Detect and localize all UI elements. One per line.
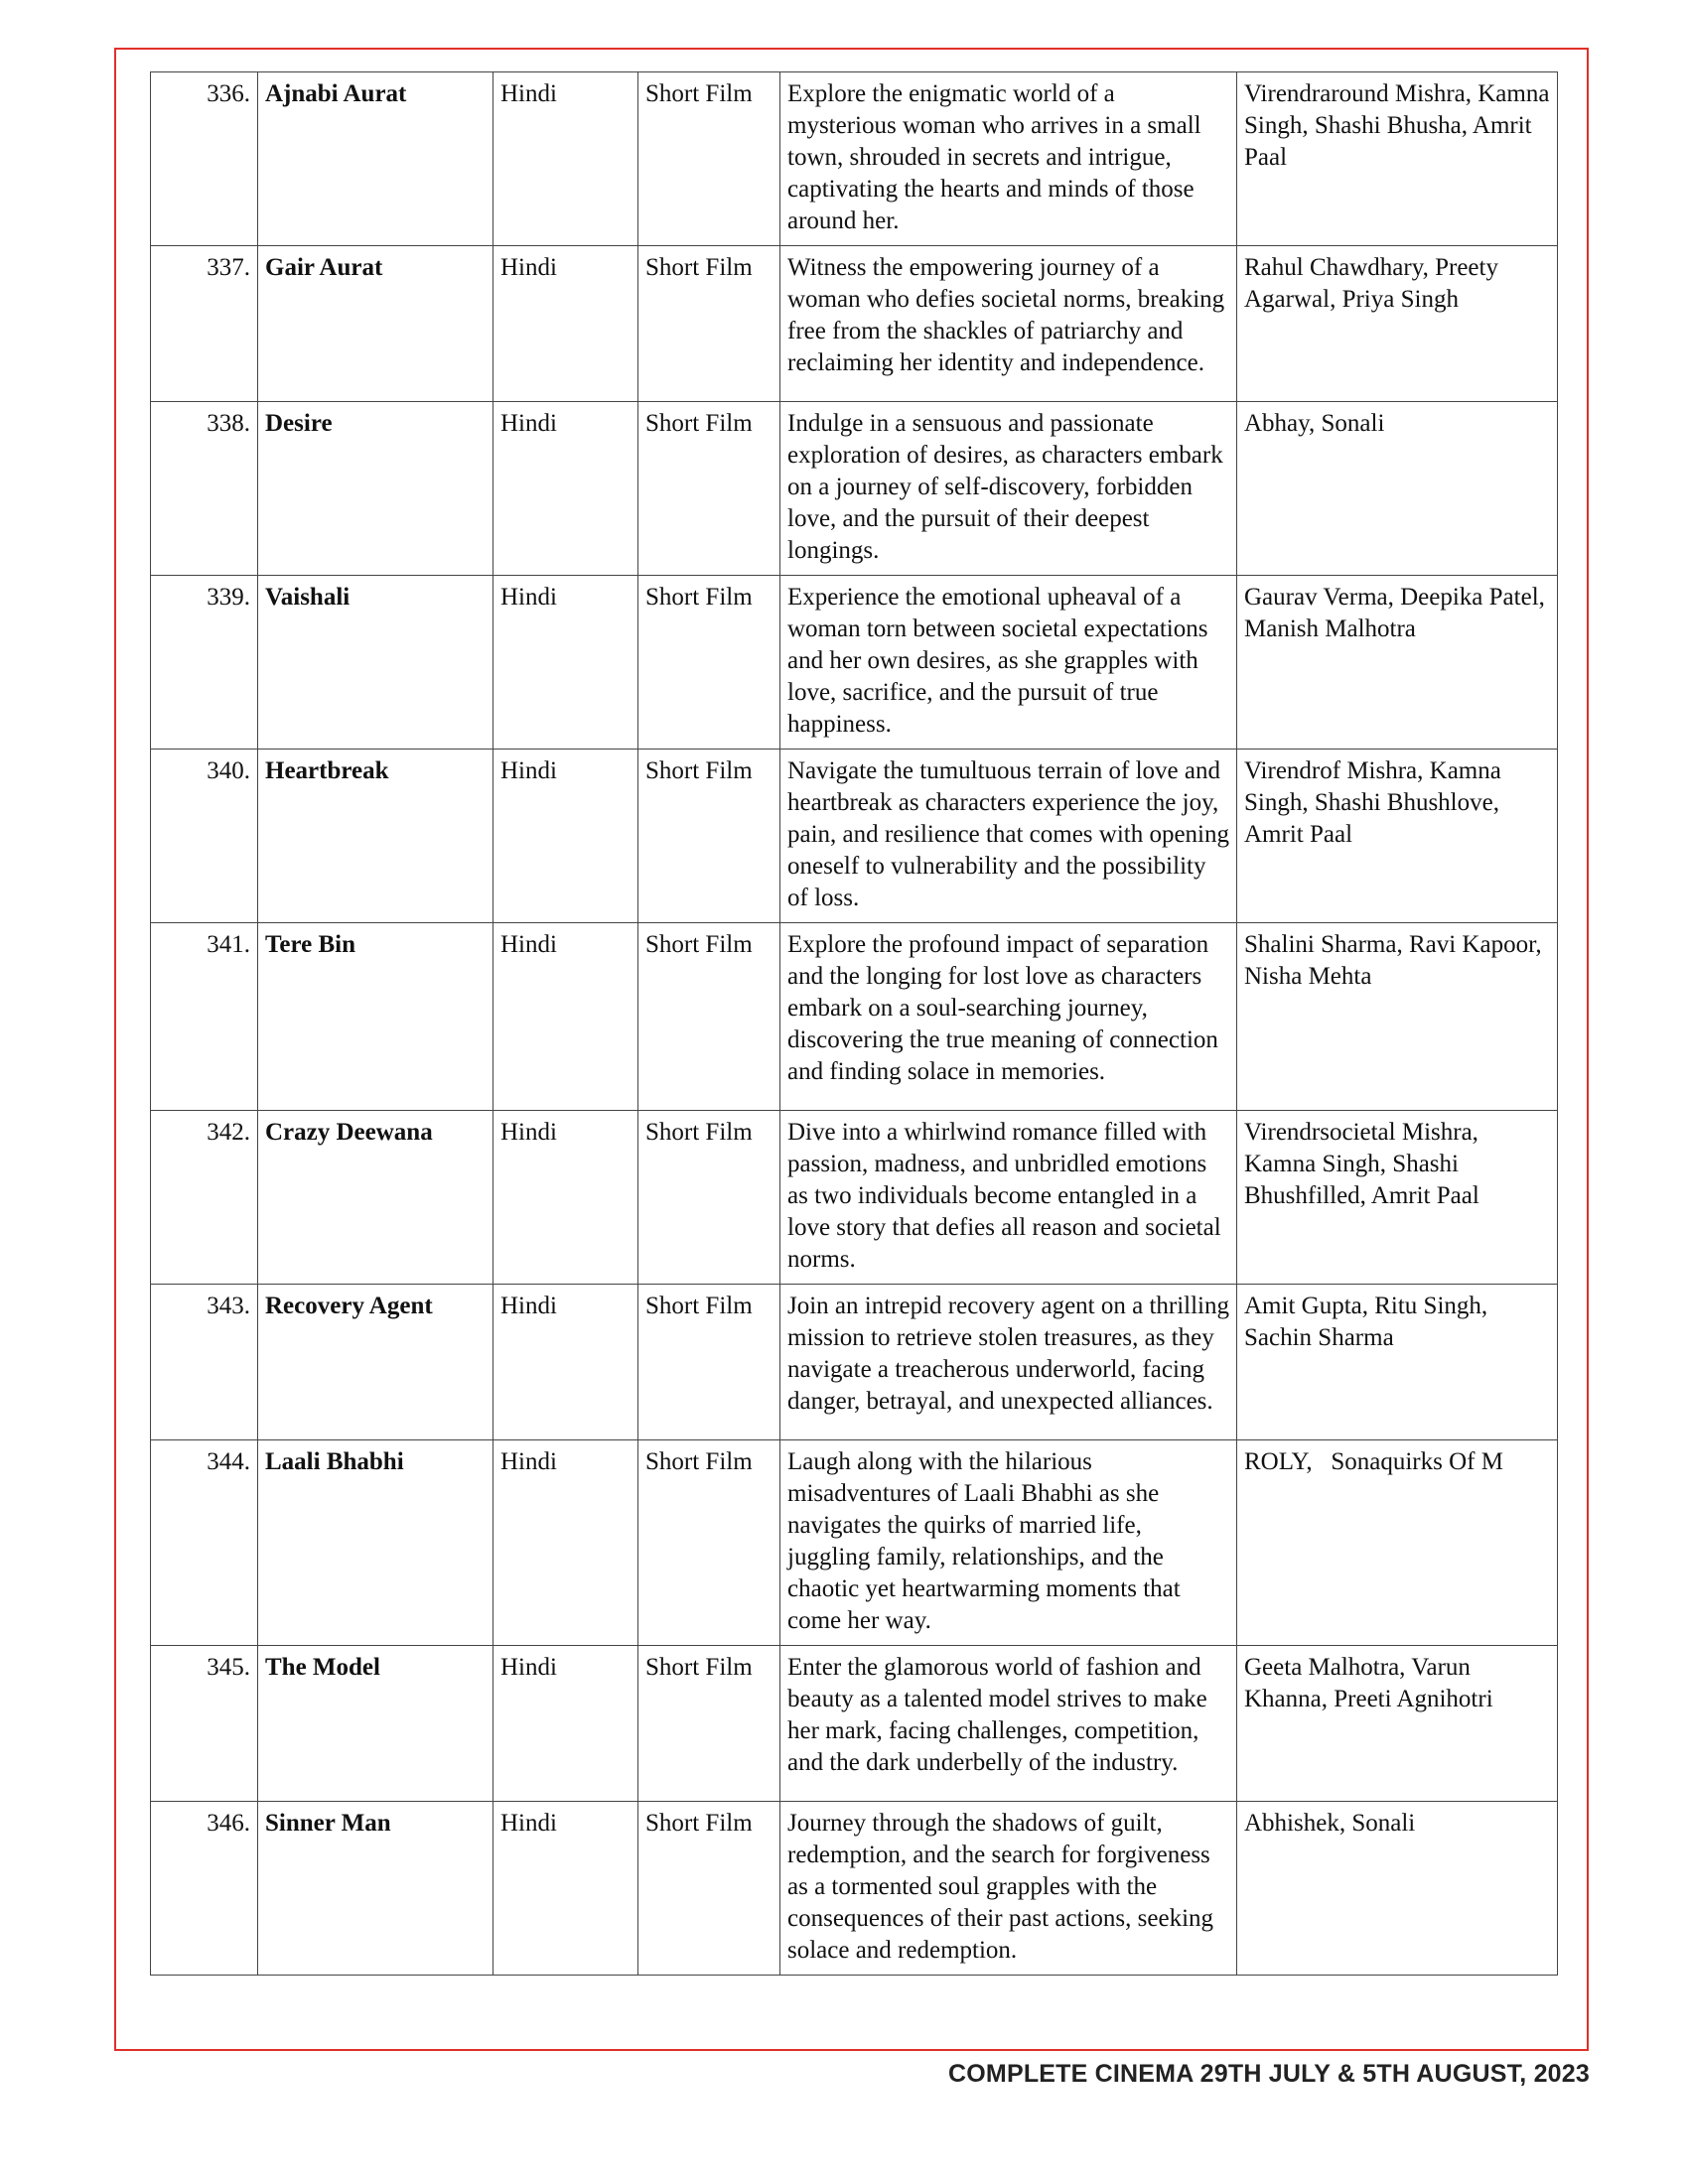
film-description: Indulge in a sensuous and passionate exploration of desires, as characters embark on a journey of self-discovery, forbidden love, and the pursuit of their deepest longings. <box>780 402 1237 576</box>
film-format: Short Film <box>638 246 780 402</box>
film-description: Navigate the tumultuous terrain of love and heartbreak as characters experience the joy, pain, and resilience that comes with opening oneself to vulnerability and the possibility of loss. <box>780 750 1237 923</box>
film-title: Desire <box>258 402 493 576</box>
film-cast: Abhay, Sonali <box>1237 402 1558 576</box>
table-row <box>151 1646 1558 1802</box>
table-row <box>151 576 1558 750</box>
film-title: Recovery Agent <box>258 1285 493 1440</box>
film-language: Hindi <box>493 246 638 402</box>
film-format: Short Film <box>638 750 780 923</box>
film-number: 336. <box>151 72 258 246</box>
film-title: Gair Aurat <box>258 246 493 402</box>
film-title: Tere Bin <box>258 923 493 1111</box>
film-number: 338. <box>151 402 258 576</box>
film-language: Hindi <box>493 1111 638 1285</box>
film-format: Short Film <box>638 1285 780 1440</box>
table-row <box>151 1285 1558 1440</box>
film-cast: Virendraround Mishra, Kamna Singh, Shashi Bhusha, Amrit Paal <box>1237 72 1558 246</box>
film-number: 343. <box>151 1285 258 1440</box>
film-cast: Gaurav Verma, Deepika Patel, Manish Malhotra <box>1237 576 1558 750</box>
film-format: Short Film <box>638 576 780 750</box>
film-cast: Virendrsocietal Mishra, Kamna Singh, Shashi Bhushfilled, Amrit Paal <box>1237 1111 1558 1285</box>
film-cast: Virendrof Mishra, Kamna Singh, Shashi Bhushlove, Amrit Paal <box>1237 750 1558 923</box>
film-listing-table <box>150 71 1558 1976</box>
film-description: Experience the emotional upheaval of a woman torn between societal expectations and her own desires, as she grapples with love, sacrifice, and the pursuit of true happiness. <box>780 576 1237 750</box>
film-title: Heartbreak <box>258 750 493 923</box>
film-number: 346. <box>151 1802 258 1976</box>
table-row <box>151 1111 1558 1285</box>
film-format: Short Film <box>638 72 780 246</box>
film-cast: ROLY, Sonaquirks Of M <box>1237 1440 1558 1646</box>
film-number: 339. <box>151 576 258 750</box>
film-language: Hindi <box>493 1646 638 1802</box>
film-number: 345. <box>151 1646 258 1802</box>
film-cast: Amit Gupta, Ritu Singh, Sachin Sharma <box>1237 1285 1558 1440</box>
film-format: Short Film <box>638 1646 780 1802</box>
table-row <box>151 923 1558 1111</box>
film-cast: Geeta Malhotra, Varun Khanna, Preeti Agnihotri <box>1237 1646 1558 1802</box>
film-language: Hindi <box>493 750 638 923</box>
film-format: Short Film <box>638 402 780 576</box>
film-description: Witness the empowering journey of a woman who defies societal norms, breaking free from the shackles of patriarchy and reclaiming her identity and independence. <box>780 246 1237 402</box>
film-number: 340. <box>151 750 258 923</box>
film-description: Enter the glamorous world of fashion and beauty as a talented model strives to make her mark, facing challenges, competition, and the dark underbelly of the industry. <box>780 1646 1237 1802</box>
film-description: Journey through the shadows of guilt, redemption, and the search for forgiveness as a tormented soul grapples with the consequences of their past actions, seeking solace and redemption. <box>780 1802 1237 1976</box>
film-description: Dive into a whirlwind romance filled with passion, madness, and unbridled emotions as two individuals become entangled in a love story that defies all reason and societal norms. <box>780 1111 1237 1285</box>
film-title: Crazy Deewana <box>258 1111 493 1285</box>
film-description: Explore the enigmatic world of a mysterious woman who arrives in a small town, shrouded in secrets and intrigue, captivating the hearts and minds of those around her. <box>780 72 1237 246</box>
film-language: Hindi <box>493 923 638 1111</box>
film-description: Laugh along with the hilarious misadventures of Laali Bhabhi as she navigates the quirks of married life, juggling family, relationships, and the chaotic yet heartwarming moments that come her way. <box>780 1440 1237 1646</box>
footer-publication-line: COMPLETE CINEMA 29TH JULY & 5TH AUGUST, 2023 <box>948 2060 1590 2088</box>
film-number: 337. <box>151 246 258 402</box>
film-cast: Abhishek, Sonali <box>1237 1802 1558 1976</box>
table-row <box>151 72 1558 246</box>
film-language: Hindi <box>493 1440 638 1646</box>
table-row <box>151 246 1558 402</box>
film-title: Sinner Man <box>258 1802 493 1976</box>
film-title: The Model <box>258 1646 493 1802</box>
film-number: 342. <box>151 1111 258 1285</box>
film-format: Short Film <box>638 923 780 1111</box>
film-format: Short Film <box>638 1111 780 1285</box>
table-row <box>151 1802 1558 1976</box>
table-row <box>151 402 1558 576</box>
film-language: Hindi <box>493 72 638 246</box>
film-title: Laali Bhabhi <box>258 1440 493 1646</box>
film-title: Vaishali <box>258 576 493 750</box>
film-description: Explore the profound impact of separation and the longing for lost love as characters embark on a soul-searching journey, discovering the true meaning of connection and finding solace in memories. <box>780 923 1237 1111</box>
film-cast: Rahul Chawdhary, Preety Agarwal, Priya Singh <box>1237 246 1558 402</box>
table-row <box>151 1440 1558 1646</box>
film-number: 341. <box>151 923 258 1111</box>
film-format: Short Film <box>638 1802 780 1976</box>
film-title: Ajnabi Aurat <box>258 72 493 246</box>
film-format: Short Film <box>638 1440 780 1646</box>
film-language: Hindi <box>493 1285 638 1440</box>
film-description: Join an intrepid recovery agent on a thrilling mission to retrieve stolen treasures, as they navigate a treacherous underworld, facing danger, betrayal, and unexpected alliances. <box>780 1285 1237 1440</box>
table-row <box>151 750 1558 923</box>
film-language: Hindi <box>493 1802 638 1976</box>
film-number: 344. <box>151 1440 258 1646</box>
film-cast: Shalini Sharma, Ravi Kapoor, Nisha Mehta <box>1237 923 1558 1111</box>
film-language: Hindi <box>493 576 638 750</box>
film-language: Hindi <box>493 402 638 576</box>
